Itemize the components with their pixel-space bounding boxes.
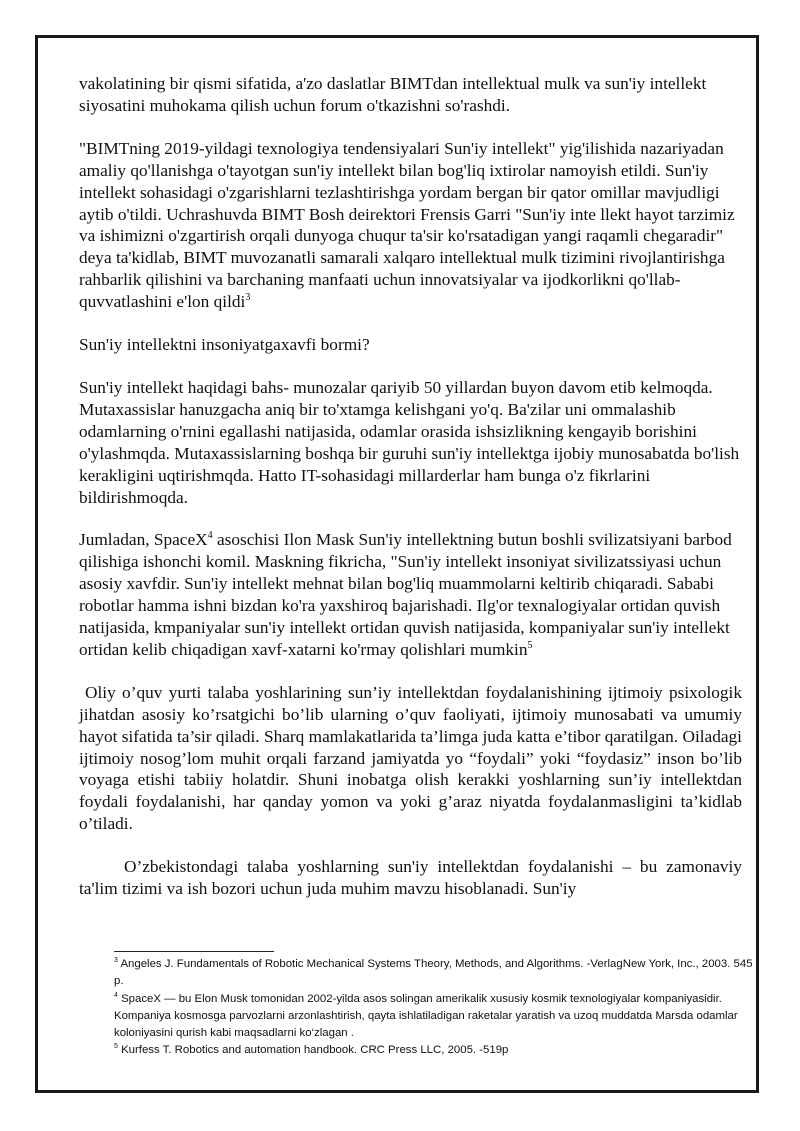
footnotes — [114, 956, 754, 1060]
document-body — [79, 73, 742, 900]
paragraph-students: Oliy o’quv yurti talaba yoshlarining sun’iy intellektdan foydalanishining ijtimoiy psixologik jihatdan asosiy ko’rsatgichi bo’lib ularning o’quv faoliyati, ijtimoiy munosabati va umumiy hayot sifatida ta’sir qiladi. Sharq mamlakatlarida ta’limga juda katta e’tibor qaratilgan. Oiladagi ijtimoiy nosog’lom muhit orqali farzand jamiyatda yo “foydali” yoki “foydasiz” inson bo’lib voyaga etishi tabiiy holatdir. Shuni inobatga olish kerakki yoshlarning sun’iy intellektdan foydali foydalanishi, har qanday yomon va yoki g’araz niyatda foydalanmasligini ta’kidlab o’tiladi. — [79, 682, 742, 834]
footnote-ref-3: 3 — [245, 292, 251, 304]
footnote-separator — [114, 951, 274, 952]
paragraph-debate: Sun'iy intellekt haqidagi bahs- munozalar qariyib 50 yillardan buyon davom etib kelmoqda. Mutaxassislar hanuzgacha aniq bir to'xtamga kelishgani yo'q. Ba'zilar uni ommalashib odamlarning o'rnini egallashi natijasida, odamlar orasida ishsizlikning kengayib borishini o'ylashmqda. Mutaxassislarning boshqa bir guruhi sun'iy intellektga ijobiy munosabatda bo'lish kerakligini uqtirishmqda. Hatto IT-sohasidagi millarderlar ham bunga o'z fikrlarini bildirishmoqda. — [79, 377, 740, 507]
paragraph-uzbekistan: O’zbekistondagi talaba yoshlarning sun'iy intellektdan foydalanishi – bu zamonaviy ta'lim tizimi va ish bozori uchun juda muhim mavzu hisoblanadi. Sun'iy — [79, 857, 742, 899]
footnote-3: $^3$ Angeles J. Fundamentals of Robotic Mechanical Systems Theory, Methods, and Algorithms. -VerlagNew York, Inc., 2003. 545 p. — [114, 957, 753, 988]
paragraph-continuation: vakolatining bir qismi sifatida, a'zo daslatlar BIMTdan intellektual mulk va sun'iy intellekt siyosatini muhokama qilish uchun forum o'tkazishni so'rashdi. — [79, 74, 707, 115]
footnote-ref-4: 4 — [207, 530, 213, 542]
footnote-ref-5: 5 — [527, 640, 533, 652]
footnote-5: $^5$ Kurfess T. Robotics and automation handbook. CRC Press LLC, 2005. -519p — [114, 1043, 509, 1057]
footnote-4: $^4$ SpaceX — bu Elon Musk tomonidan 2002-yilda asos solingan amerikalik xususiy kosmik texnologiyalar kompaniyasidir. Kompaniya kosmosga parvozlarni arzonlashtirish, qayta ishlatiladigan raketalar yaratish va uzoq muddatda Marsda odamlar koloniyasini qurish kabi maqsadlarni ko‘zlagan . — [114, 991, 738, 1040]
paragraph-musk: Jumladan, SpaceX$^4$ asoschisi Ilon Mask Sun'iy intellektning butun boshli svilizatsiyani barbod qilishiga ishonchi komil. Maskning fikricha, "Sun'iy intellekt insoniyat sivilizatssiyasi uchun asosiy xavfdir. Sun'iy intellekt mehnat bilan bog'liq muammolarni keltirib chiqaradi. Sababi robotlar hamma ishni bizdan ko'ra yaxshiroq bajarishadi. Ilg'or texnalogiyalar ortidan quvish natijasida, kmpaniyalar sun'iy intellekt ortidan quvish natijasida, kompaniyalar sun'iy intellekt ortidan kelib chiqadigan xavf-xatarni ko'rmay qolishlari mumkin$^5$ — [79, 530, 732, 659]
section-heading: Sun'iy intellektni insoniyatgaxavfi bormi? — [79, 335, 370, 355]
paragraph-bimt-meeting: "BIMTning 2019-yildagi texnologiya tendensiyalari Sun'iy intellekt" yig'ilishida nazariyadan amaliy qo'llanishga o'tayotgan sun'iy intellekt bilan bog'liq ixtirolar namoyish etildi. Sun'iy intellekt sohasidagi o'zgarishlarni tezlashtirishga yordam bergan bir qator omillar mavjudligi aytib o'tildi. Uchrashuvda BIMT Bosh deirektori Frensis Garri "Sun'iy inte llekt hayot tarzimiz va ishimizni o'zgartirish orqali dunyoga chuqur ta'sir ko'rsatadigan yangi raqamli chegaradir" deya ta'kidlab, BIMT muvozanatli samarali xalqaro intellektual mulk tizimini rivojlantirishga rahbarlik qilishini va barchaning manfaati uchun innovatsiyalar va ijodkorlikni qo'llab-quvvatlashini e'lon qildi$^3$ — [79, 138, 735, 312]
